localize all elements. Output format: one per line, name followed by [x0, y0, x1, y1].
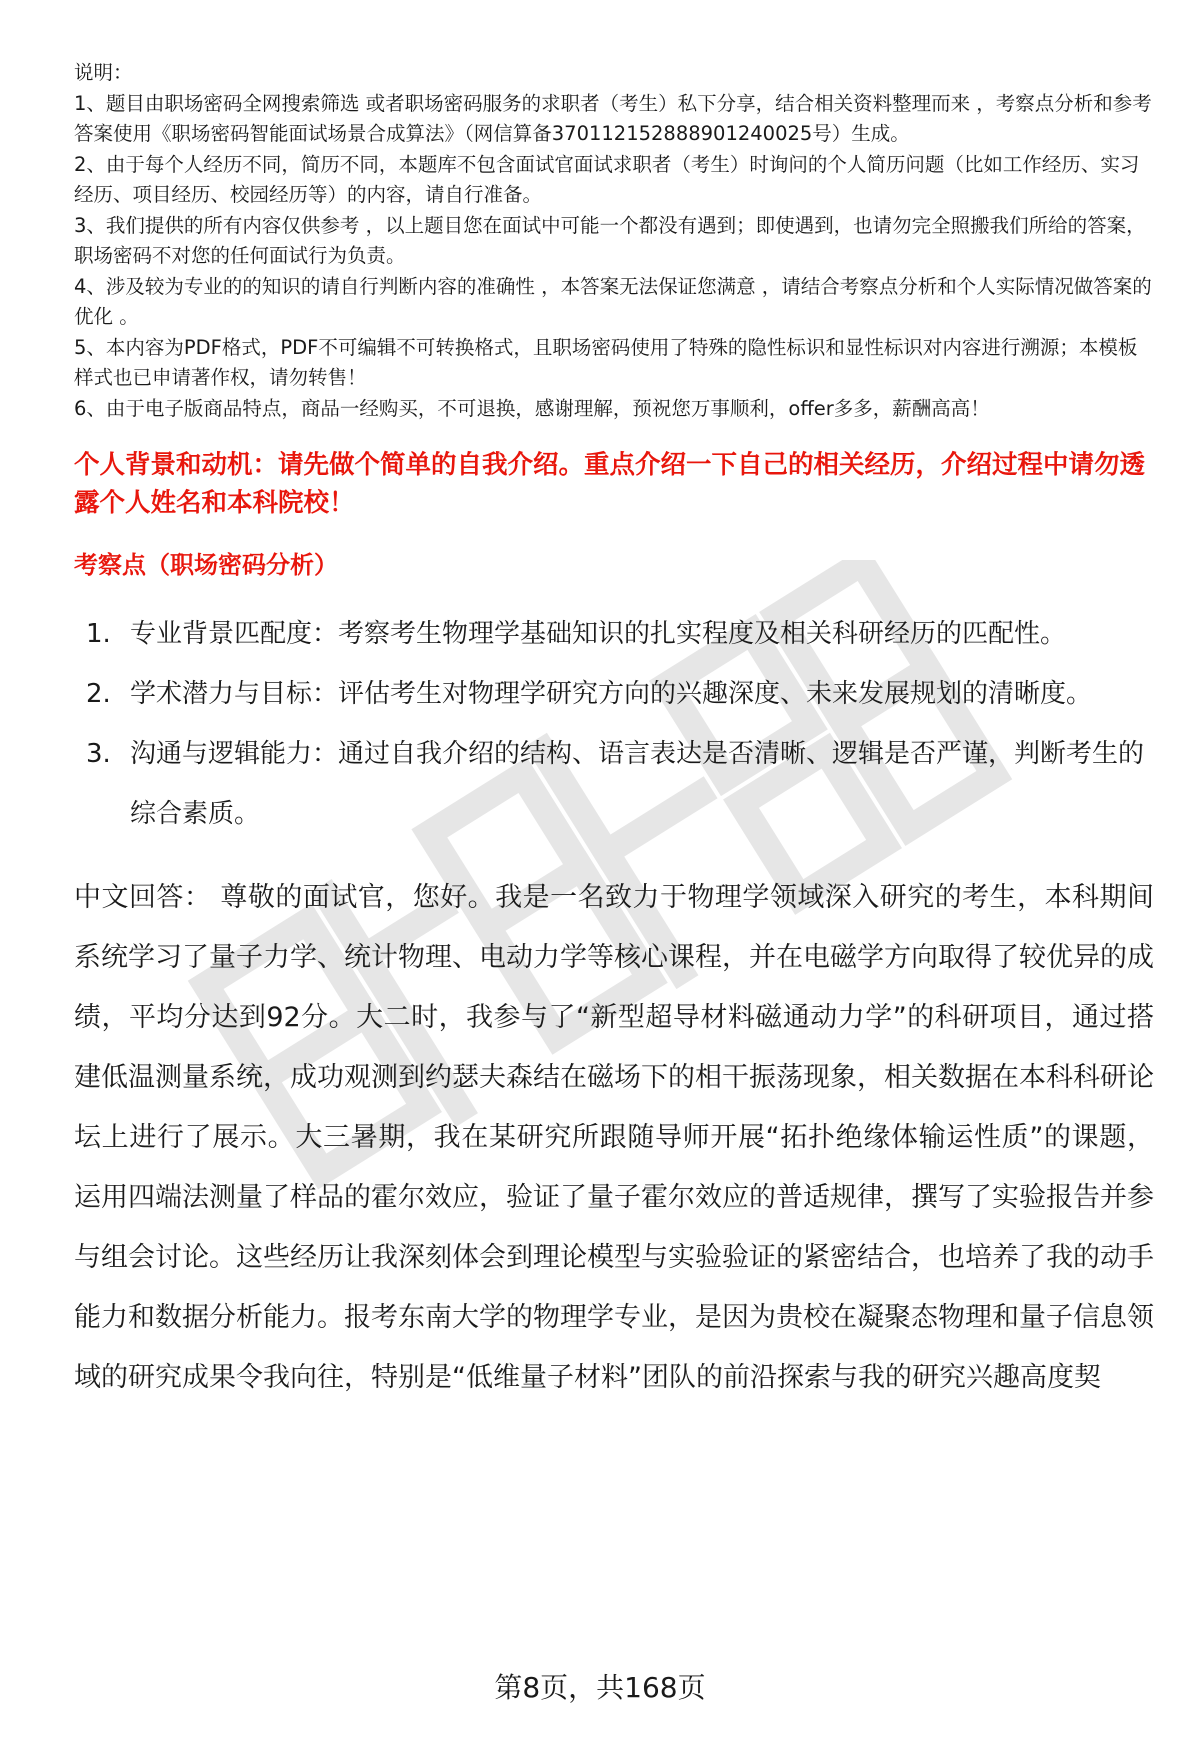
- notes-heading: 说明：: [74, 61, 133, 84]
- answer-paragraph: [74, 868, 1154, 1408]
- point-text: 学术潜力与目标：评估考生对物理学研究方向的兴趣深度、未来发展规划的清晰度。: [130, 679, 1093, 709]
- main-content: [74, 58, 1154, 1408]
- note-item-2: 2、由于每个人经历不同，简历不同，本题库不包含面试官面试求职者（考生）时询问的个人简历问题（比如工作经历、实习经历、项目经历、校园经历等）的内容，请自行准备。: [74, 152, 1140, 206]
- point-text: 专业背景匹配度：考察考生物理学基础知识的扎实程度及相关科研经历的匹配性。: [130, 619, 1067, 649]
- analysis-points: [74, 604, 1154, 844]
- page-number: 第8页，共168页: [494, 1671, 706, 1704]
- answer-label: 中文回答：: [74, 882, 212, 913]
- analysis-title: 考察点（职场密码分析）: [74, 551, 338, 579]
- analysis-point: [74, 604, 1154, 664]
- analysis-point: [74, 724, 1154, 844]
- note-item-4: 4、涉及较为专业的的知识的请自行判断内容的准确性 ，本答案无法保证您满意 ，请结合考察点分析和个人实际情况做答案的优化 。: [74, 274, 1152, 328]
- analysis-point: [74, 664, 1154, 724]
- disclaimer-notes: [74, 58, 1154, 424]
- point-number: 2.: [86, 679, 111, 709]
- note-item-1: 1、题目由职场密码全网搜索筛选 或者职场密码服务的求职者（考生）私下分享，结合相关资料整理而来 ，考察点分析和参考答案使用《职场密码智能面试场景合成算法》（网信算备370112152888901240025号）生成。: [74, 91, 1152, 145]
- interview-question: 个人背景和动机：请先做个简单的自我介绍。重点介绍一下自己的相关经历，介绍过程中请勿透露个人姓名和本科院校！: [74, 450, 1146, 518]
- point-number: 1.: [86, 619, 111, 649]
- note-item-6: 6、由于电子版商品特点，商品一经购买，不可退换，感谢理解，预祝您万事顺利，offer多多，薪酬高高！: [74, 396, 990, 420]
- note-item-3: 3、我们提供的所有内容仅供参考 ，以上题目您在面试中可能一个都没有遇到；即使遇到，也请勿完全照搬我们所给的答案，职场密码不对您的任何面试行为负责。: [74, 213, 1146, 267]
- point-text: 沟通与逻辑能力：通过自我介绍的结构、语言表达是否清晰、逻辑是否严谨，判断考生的综合素质。: [130, 739, 1145, 829]
- note-item-5: 5、本内容为PDF格式，PDF不可编辑不可转换格式，且职场密码使用了特殊的隐性标识和显性标识对内容进行溯源；本模板样式也已申请著作权，请勿转售！: [74, 335, 1138, 389]
- point-number: 3.: [86, 739, 111, 769]
- answer-text: 尊敬的面试官，您好。我是一名致力于物理学领域深入研究的考生，本科期间系统学习了量子力学、统计物理、电动力学等核心课程，并在电磁学方向取得了较优异的成绩，平均分达到92分。大二时，我参与了“新型超导材料磁通动力学”的科研项目，通过搭建低温测量系统，成功观测到约瑟夫森结在磁场下的相干振荡现象，相关数据在本科科研论坛上进行了展示。大三暑期，我在某研究所跟随导师开展“拓扑绝缘体输运性质”的课题，运用四端法测量了样品的霍尔效应，验证了量子霍尔效应的普适规律，撰写了实验报告并参与组会讨论。这些经历让我深刻体会到理论模型与实验验证的紧密结合，也培养了我的动手能力和数据分析能力。报考东南大学的物理学专业，是因为贵校在凝聚态物理和量子信息领域的研究成果令我向往，特别是“低维量子材料”团队的前沿探索与我的研究兴趣高度契: [74, 882, 1155, 1393]
